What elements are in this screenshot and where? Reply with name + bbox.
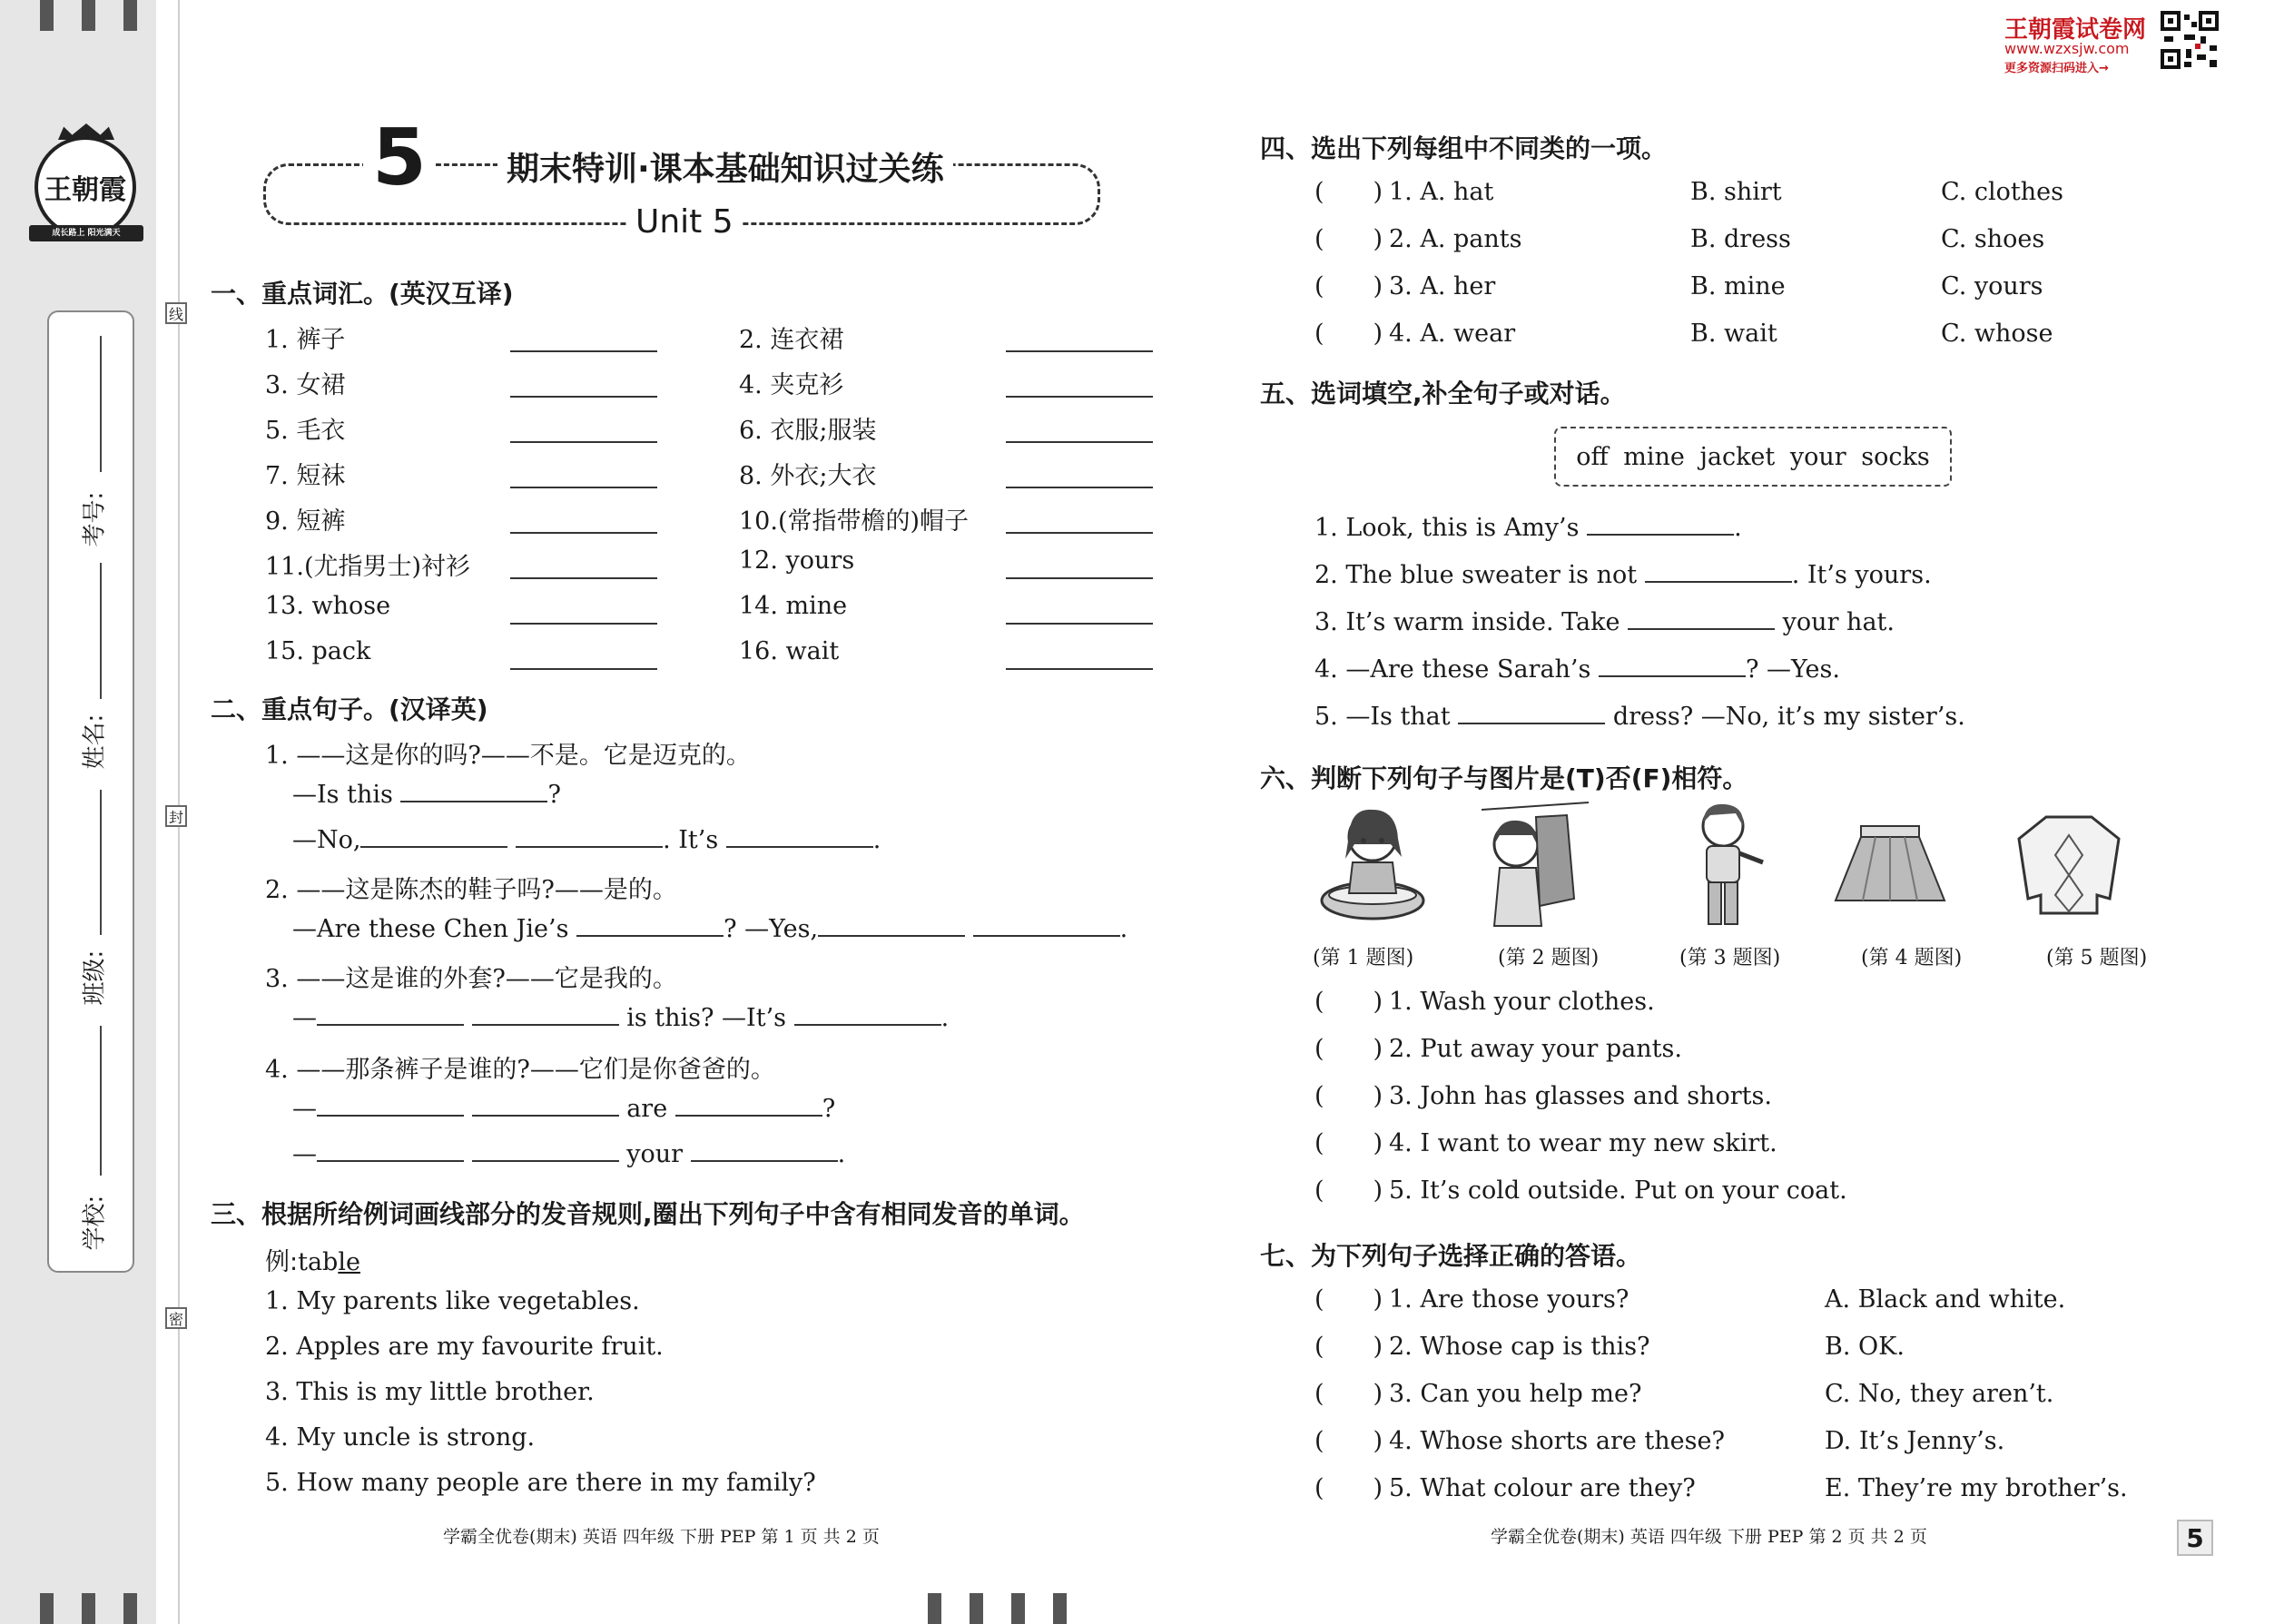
exam-number-label: 考号: [81, 491, 109, 547]
page-title: 期末特训·课本基础知识过关练 [497, 143, 953, 190]
picture-caption: (第 2 题图) [1498, 947, 1600, 969]
word-bank-item: jacket [1699, 442, 1776, 471]
word-bank-item: socks [1861, 442, 1930, 471]
picture-caption: (第 1 题图) [1313, 947, 1414, 969]
student-info-box [47, 310, 134, 1273]
choice-option-a: 4. A. wear [1389, 320, 1516, 348]
vocab-item: 12. yours [739, 546, 855, 575]
answer-option: A. Black and white. [1825, 1285, 2066, 1314]
choice-option-c: C. whose [1941, 320, 2053, 348]
answer-bracket[interactable]: ( ) [1314, 1129, 1383, 1157]
vocab-item: 15. pack [265, 637, 371, 665]
translation-line: —No, . It’s . [292, 826, 881, 854]
translation-line: — are ? [292, 1095, 836, 1123]
choice-option-b: B. dress [1690, 225, 1791, 253]
sentence-item[interactable]: 2. Apples are my favourite fruit. [265, 1333, 664, 1361]
answer-blank[interactable] [691, 1160, 838, 1162]
fill-in-item: 3. It’s warm inside. Take your hat. [1314, 608, 1895, 636]
question-item: 3. Can you help me? [1389, 1380, 1642, 1408]
example-word: 例:table [265, 1248, 360, 1276]
section-6-heading: 六、判断下列句子与图片是(T)否(F)相符。 [1260, 763, 1748, 793]
logo-ribbon: 成长路上 阳光满天 [29, 225, 143, 241]
registration-mark [40, 1593, 54, 1624]
answer-blank[interactable] [472, 1024, 619, 1026]
answer-blank[interactable] [794, 1024, 941, 1026]
registration-mark [123, 0, 137, 31]
name-field[interactable] [100, 563, 102, 699]
registration-mark [1053, 1593, 1067, 1624]
vocab-item: 2. 连衣裙 [739, 326, 844, 354]
answer-bracket[interactable]: ( ) [1314, 1427, 1383, 1455]
translation-line: — is this? —It’s . [292, 1004, 950, 1032]
answer-blank[interactable] [510, 350, 657, 352]
translation-line: —Is this ? [292, 781, 561, 809]
class-field[interactable] [100, 790, 102, 935]
answer-bracket[interactable]: ( ) [1314, 1082, 1383, 1110]
question-item: 2. Whose cap is this? [1389, 1333, 1650, 1361]
footer-left: 学霸全优卷(期末) 英语 四年级 下册 PEP 第 1 页 共 2 页 [443, 1527, 880, 1547]
registration-mark [123, 1593, 137, 1624]
question-item: 4. Whose shorts are these? [1389, 1427, 1725, 1455]
lesson-number: 5 [363, 114, 436, 202]
answer-blank[interactable] [510, 577, 657, 579]
secret-mark: 密 [165, 1307, 187, 1329]
question-item: 1. Are those yours? [1389, 1285, 1629, 1314]
tf-statement: 1. Wash your clothes. [1389, 988, 1655, 1016]
answer-blank[interactable] [360, 846, 507, 848]
choice-option-c: C. clothes [1941, 178, 2063, 206]
sentence-item[interactable]: 1. My parents like vegetables. [265, 1287, 640, 1315]
answer-blank[interactable] [1006, 668, 1153, 670]
word-bank-item: mine [1623, 442, 1685, 471]
translation-line: —Are these Chen Jie’s ? —Yes, . [292, 915, 1128, 943]
school-label: 学校: [81, 1195, 109, 1251]
cut-mark: 线 [165, 302, 187, 324]
answer-blank[interactable] [510, 487, 657, 488]
vocab-item: 16. wait [739, 637, 840, 665]
boy-pointing-icon [1669, 799, 1787, 935]
answer-bracket[interactable]: ( ) [1314, 178, 1383, 206]
picture-caption: (第 4 题图) [1861, 947, 1963, 969]
answer-bracket[interactable]: ( ) [1314, 1035, 1383, 1063]
brand-name: 王朝霞试卷网 [2004, 16, 2147, 44]
sweater-icon [2010, 799, 2128, 935]
footer-right: 学霸全优卷(期末) 英语 四年级 下册 PEP 第 2 页 共 2 页 [1491, 1527, 1927, 1547]
vocab-item: 8. 外衣;大衣 [739, 462, 877, 490]
vocab-item: 14. mine [739, 592, 848, 620]
registration-mark [1011, 1593, 1025, 1624]
answer-bracket[interactable]: ( ) [1314, 988, 1383, 1016]
answer-option: D. It’s Jenny’s. [1825, 1427, 2005, 1455]
fill-in-item: 5. —Is that dress? —No, it’s my sister’s. [1314, 703, 1965, 731]
vocab-item: 5. 毛衣 [265, 417, 346, 445]
tf-statement: 2. Put away your pants. [1389, 1035, 1682, 1063]
word-bank-item: off [1576, 442, 1609, 471]
answer-blank[interactable] [472, 1160, 619, 1162]
word-bank [1554, 427, 1952, 487]
answer-bracket[interactable]: ( ) [1314, 1176, 1383, 1205]
answer-blank[interactable] [516, 846, 663, 848]
answer-bracket[interactable]: ( ) [1314, 1285, 1383, 1314]
choice-option-b: B. mine [1690, 272, 1786, 300]
answer-blank[interactable] [317, 1160, 464, 1162]
registration-mark [40, 0, 54, 31]
picture-caption: (第 3 题图) [1679, 947, 1781, 969]
tf-statement: 3. John has glasses and shorts. [1389, 1082, 1772, 1110]
fill-in-item: 1. Look, this is Amy’s . [1314, 514, 1742, 542]
vocab-item: 6. 衣服;服装 [739, 417, 877, 445]
girl-hanging-clothes-icon [1472, 799, 1590, 935]
name-label: 姓名: [81, 714, 109, 770]
girl-washing-clothes-icon [1313, 799, 1431, 935]
answer-blank[interactable] [576, 935, 724, 937]
fill-in-item: 2. The blue sweater is not . It’s yours. [1314, 561, 1932, 589]
answer-option: B. OK. [1825, 1333, 1905, 1361]
answer-bracket[interactable]: ( ) [1314, 1474, 1383, 1502]
answer-blank[interactable] [1645, 581, 1792, 583]
choice-option-c: C. yours [1941, 272, 2043, 300]
answer-bracket[interactable]: ( ) [1314, 225, 1383, 253]
answer-bracket[interactable]: ( ) [1314, 1333, 1383, 1361]
brand-slogan: 更多资源扫码进入→ [2004, 62, 2109, 75]
answer-blank[interactable] [1006, 487, 1153, 488]
answer-blank[interactable] [1599, 675, 1746, 677]
vocab-item: 10.(常指带檐的)帽子 [739, 507, 970, 536]
vocab-item: 1. 裤子 [265, 326, 346, 354]
choice-option-a: 1. A. hat [1389, 178, 1494, 206]
answer-bracket[interactable]: ( ) [1314, 272, 1383, 300]
section-7-heading: 七、为下列句子选择正确的答语。 [1260, 1241, 1642, 1271]
fill-in-item: 4. —Are these Sarah’s ? —Yes. [1314, 655, 1840, 684]
skirt-icon [1830, 799, 1948, 935]
sentence-item[interactable]: 5. How many people are there in my family? [265, 1469, 816, 1497]
section-3-heading: 三、根据所给例词画线部分的发音规则,圈出下列句子中含有相同发音的单词。 [211, 1199, 1085, 1229]
answer-blank[interactable] [675, 1115, 822, 1117]
answer-blank[interactable] [1006, 532, 1153, 534]
answer-blank[interactable] [818, 935, 965, 937]
underlined-part: le [338, 1248, 360, 1276]
vocab-item: 4. 夹克衫 [739, 371, 844, 399]
registration-mark [82, 0, 95, 31]
translation-line: — your . [292, 1140, 846, 1168]
answer-blank[interactable] [1006, 396, 1153, 398]
answer-blank[interactable] [1628, 628, 1775, 630]
exam-number-field[interactable] [100, 336, 102, 472]
translation-prompt: 2. ——这是陈杰的鞋子吗?——是的。 [265, 876, 677, 904]
answer-blank[interactable] [510, 668, 657, 670]
answer-blank[interactable] [317, 1115, 464, 1117]
question-item: 5. What colour are they? [1389, 1474, 1696, 1502]
answer-blank[interactable] [1006, 577, 1153, 579]
answer-blank[interactable] [472, 1115, 619, 1117]
registration-mark [928, 1593, 941, 1624]
answer-blank[interactable] [510, 532, 657, 534]
tf-statement: 5. It’s cold outside. Put on your coat. [1389, 1176, 1847, 1205]
answer-blank[interactable] [1006, 441, 1153, 443]
choice-option-a: 2. A. pants [1389, 225, 1522, 253]
qr-code-icon[interactable] [2161, 11, 2219, 69]
choice-option-b: B. wait [1690, 320, 1777, 348]
sentence-item[interactable]: 4. My uncle is strong. [265, 1423, 536, 1452]
answer-blank[interactable] [726, 846, 873, 848]
answer-blank[interactable] [510, 441, 657, 443]
answer-bracket[interactable]: ( ) [1314, 1380, 1383, 1408]
section-2-heading: 二、重点句子。(汉译英) [211, 694, 488, 724]
word-bank-item: your [1789, 442, 1846, 471]
answer-blank[interactable] [1006, 350, 1153, 352]
answer-bracket[interactable]: ( ) [1314, 320, 1383, 348]
picture-caption: (第 5 题图) [2046, 947, 2148, 969]
school-field[interactable] [100, 1026, 102, 1176]
choice-option-a: 3. A. her [1389, 272, 1496, 300]
registration-mark [970, 1593, 983, 1624]
unit-label: Unit 5 [626, 203, 743, 241]
section-1-heading: 一、重点词汇。(英汉互译) [211, 279, 514, 309]
answer-blank[interactable] [1006, 623, 1153, 625]
translation-prompt: 3. ——这是谁的外套?——它是我的。 [265, 965, 677, 993]
page-number: 5 [2177, 1520, 2213, 1556]
answer-blank[interactable] [400, 801, 547, 802]
tf-statement: 4. I want to wear my new skirt. [1389, 1129, 1777, 1157]
choice-option-b: B. shirt [1690, 178, 1782, 206]
brand-url[interactable]: www.wzxsjw.com [2004, 40, 2130, 57]
vocab-item: 11.(尤指男士)衬衫 [265, 553, 471, 581]
section-5-heading: 五、选词填空,补全句子或对话。 [1260, 379, 1626, 408]
vocab-item: 13. whose [265, 592, 391, 620]
sentence-item[interactable]: 3. This is my little brother. [265, 1378, 595, 1406]
vocab-item: 7. 短袜 [265, 462, 346, 490]
class-label: 班级: [81, 950, 109, 1006]
vocab-item: 3. 女裙 [265, 371, 346, 399]
answer-blank[interactable] [1587, 534, 1734, 536]
answer-blank[interactable] [1458, 723, 1605, 724]
answer-blank[interactable] [317, 1024, 464, 1026]
choice-option-c: C. shoes [1941, 225, 2045, 253]
section-4-heading: 四、选出下列每组中不同类的一项。 [1260, 133, 1668, 163]
answer-blank[interactable] [510, 396, 657, 398]
seal-mark: 封 [165, 805, 187, 827]
vocab-item: 9. 短裤 [265, 507, 346, 536]
answer-option: C. No, they aren’t. [1825, 1380, 2054, 1408]
translation-prompt: 4. ——那条裤子是谁的?——它们是你爸爸的。 [265, 1056, 775, 1084]
registration-mark [82, 1593, 95, 1624]
answer-blank[interactable] [973, 935, 1120, 937]
translation-prompt: 1. ——这是你的吗?——不是。它是迈克的。 [265, 742, 751, 770]
answer-blank[interactable] [510, 623, 657, 625]
publisher-logo: 王朝霞 成长路上 阳光满天 [34, 136, 136, 238]
answer-option: E. They’re my brother’s. [1825, 1474, 2128, 1502]
